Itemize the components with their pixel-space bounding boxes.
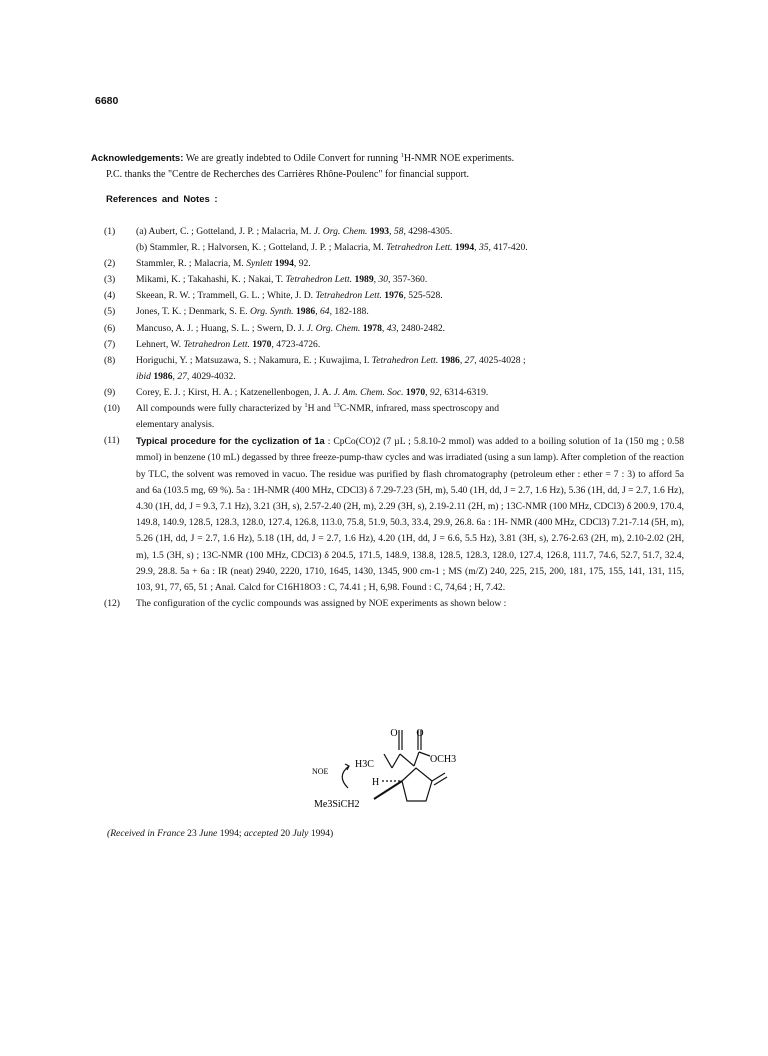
typical-procedure (136, 433, 684, 596)
acknowledgements (91, 151, 691, 183)
reference-1: (1) (a) Aubert, C. ; Gotteland, J. P. ; Malacria, M. J. Org. Chem. 1993, 58, 4298-4305. (b) Stammler, R. ; Halvorsen, K. ; Gotteland, J. P. ; Malacria, M. Tetrahedron Lett. 1994, 35, 417-420. (104, 226, 528, 254)
reference-10: (10) All compounds were fully characterized by $^1$H and $^{13}$C-NMR, infrared, mass spectroscopy and elementary analysis. (104, 402, 500, 431)
reference-4: (4) Skeean, R. W. ; Trammell, G. L. ; White, J. D. Tetrahedron Lett. 1976, 525-528. (104, 290, 443, 302)
procedure-title: Typical procedure for the cyclization of 1a (136, 436, 325, 447)
procedure-line: C16H18O3 : C, 74.41 ; H, 6,98. Found : C, 74,64 ; H, 7.42. (274, 582, 506, 594)
reference-7: (7) Lehnert, W. Tetrahedron Lett. 1970, 4723-4726. (104, 338, 321, 350)
reference-8: (8) Horiguchi, Y. ; Matsuzawa, S. ; Nakamura, E. ; Kuwajima, I. Tetrahedron Lett. 1986, 27, 4025-4028 ; ibid 1986, 27, 4029-4032. (104, 354, 526, 382)
oxygen-label: O (390, 728, 398, 739)
procedure-line: boiling solution of 1a (150 mg ; 0.58 mmol) in benzene (10 mL) degassed by three freeze-pump-thaw (136, 436, 684, 464)
reference-3: (3) Mikami, K. ; Takahashi, K. ; Nakai, T. Tetrahedron Lett. 1989, 30, 357-360. (104, 274, 428, 286)
reference-11: (11) Typical procedure for the cyclization of 1a : CpCo(CO)2 (7 µL ; 5.8.10-2 mmol) was added to a boiling solution of 1a (150 mg ; 0.58 mmol) in benzene (10 mL) degassed by three freeze-pump-thaw cycles and was irradiated (using a sun lamp). After completion of the reaction by TLC, the solvent was removed in vacuo. The residue was purified by flash chromatography (petroleum ether : ether = 7 : 3) to afford 5a and 6a (103.5 mg, 69 %). 5a : 1H-NMR (400 MHz, CDCl3) δ 7.29-7.23 (5H, m), 5.40 (1H, dd, J = 2.7, 1.6 Hz), 5.36 (1H, dd, J = 2.7, 1.6 Hz), 4.30 (1H, dd, J = 9.3, 7.1 Hz), 3.21 (3H, s), 2.57-2.40 (2H, m), 2.29 (3H, s), 2.19-2.11 (2H, m) ; 13C-NMR (100 MHz, CDCl3) δ 200.9, 170.4, 149.8, 140.9, 128.5, 128.3, 128.0, 127.4, 126.8, 113.0, 75.8, 51.9, 50.3, 33.4, 29.9, 26.8. 6a : 1H- NMR (400 MHz, CDCl3) 7.21-7.14 (5H, m), 5.26 (1H, dd, J = 2.7, 1.6 Hz), 5.18 (1H, dd, J = 2.7, 1.6 Hz), 4.20 (1H, dd, J = 6.6, 5.5 Hz), 3.81 (3H, s), 2.76-2.63 (2H, m), 2.10-2.02 (2H, m), 1.5 (3H, s) ; 13C-NMR (100 MHz, CDCl3) δ 204.5, 171.5, 148.9, 138.8, 128.5, 128.3, 128.0, 127.4, 126.8, 111.7, 74.6, 52.7, 51.7, 32.4, 29.9, 28.8. 5a + 6a : IR (neat) 2940, 2220, 1710, 1645, 1430, 1345, 900 cm-1 ; MS (m/Z) 240, 225, 215, 200, 181, 175, 155, 141, 131, 115, 103, 91, 77, 65, 51 ; Anal. Calcd for C16H18O3 : C, 74.41 ; H, 6,98. Found : C, 74,64 ; H, 7.42. (104, 433, 684, 596)
procedure-line: NMR (400 MHz, CDCl3) 7.21-7.14 (5H, m), 5.26 (1H, dd, J = 2.7, 1.6 Hz), 5.18 (1H, dd, J = 2.7, 1.6 (136, 517, 684, 545)
noe-structure-diagram (312, 726, 492, 816)
methyl-label: H3C (355, 759, 374, 770)
references-heading: References and Notes : (106, 194, 218, 205)
bond (419, 752, 430, 756)
noe-label: NOE (312, 767, 329, 776)
ack-label: Acknowledgements: (91, 153, 184, 164)
bond (400, 754, 414, 766)
received-line: (Received in France 23 June 1994; accepted 20 July 1994) (107, 828, 334, 839)
procedure-line: removed in vacuo. The residue was purified by flash chromatography (petroleum ether : ether = 7 : 3) to (232, 468, 646, 480)
oxygen-label: O (416, 728, 424, 739)
reference-list (104, 224, 684, 612)
bond (414, 752, 419, 766)
reference-9: (9) Corey, E. J. ; Kirst, H. A. ; Katzenellenbogen, J. A. J. Am. Chem. Soc. 1970, 92, 6314-6319. (104, 386, 489, 398)
procedure-line: 2.57-2.40 (2H, m), 2.29 (3H, s), 2.19-2.11 (2H, m) ; 13C-NMR (100 MHz, CDCl3) δ 200.9, 170.4, (301, 501, 685, 513)
page-number: 6680 (95, 95, 119, 107)
reference-6: (6) Mancuso, A. J. ; Huang, S. L. ; Swern, D. J. J. Org. Chem. 1978, 43, 2480-2482. (104, 322, 446, 334)
procedure-line: 13C-NMR (100 MHz, CDCl3) δ 204.5, 171.5, 148.9, 138.8, 128.5, 128.3, 128.0, 127.4, 126.8, 111.7, (199, 549, 597, 561)
reference-12: (12) The configuration of the cyclic compounds was assigned by NOE experiments as shown below : (104, 598, 507, 610)
reference-2: (2) Stammler, R. ; Malacria, M. Synlett 1994, 92. (104, 258, 311, 270)
bond (384, 754, 392, 768)
hydrogen-label: H (372, 777, 380, 788)
trimethylsilylmethyl-label: Me3SiCH2 (314, 799, 360, 810)
procedure-line: Hz), 4.20 (1H, dd, J = 6.6, 5.5 Hz), 3.81 (3H, s), 2.76-2.63 (2H, m), 2.10-2.02 (2H, m), 1.5 (3H, s) ; (136, 533, 684, 561)
procedure-line: MS (m/Z) 240, 225, 215, 200, 181, 175, 155, 141, 131, 115, 103, 91, 77, 65, 51 ; Anal. Calcd for (136, 565, 684, 594)
procedure-line: : CpCo(CO)2 (7 µL ; 5.8.10-2 mmol) was added to a (324, 436, 536, 448)
procedure-line: afford 5a and 6a (103.5 mg, 69 %). 5a : 1H-NMR (400 MHz, CDCl3) δ 7.29-7.23 (5H, m), 5.40 (1H, (136, 468, 685, 496)
ester-methoxy-label: OCH3 (430, 754, 457, 765)
ack-line-1: Acknowledgements: We are greatly indebted to Odile Convert for running $^1$H-NMR NOE experiments. (91, 152, 515, 164)
ack-line-2: P.C. thanks the "Centre de Recherches des Carrières Rhône-Poulenc" for financial support. (106, 169, 470, 180)
procedure-line: cycles and was irradiated (using a sun lamp). After completion of the reaction by TLC, the solvent was (136, 452, 684, 480)
reference-5: (5) Jones, T. K. ; Denmark, S. E. Org. Synth. 1986, 64, 182-188. (104, 306, 369, 318)
bond (392, 754, 400, 768)
procedure-line: 74.6, 52.7, 51.7, 32.4, 29.9, 28.8. 5a + 6a : IR (neat) 2940, 2220, 1710, 1645, 1430, 1345, 900 cm-1 ; (136, 549, 684, 577)
procedure-line: dd, J = 2.7, 1.6 Hz), 5.36 (1H, dd, J = 2.7, 1.6 Hz), 4.30 (1H, dd, J = 9.3, 7.1 Hz), 3.21 (3H, s), (136, 484, 684, 513)
cyclopentane-ring (402, 768, 432, 801)
procedure-line: 149.8, 140.9, 128.5, 128.3, 128.0, 127.4, 126.8, 113.0, 75.8, 51.9, 50.3, 33.4, 29.9, 26.8. 6a : 1H- (136, 517, 508, 529)
